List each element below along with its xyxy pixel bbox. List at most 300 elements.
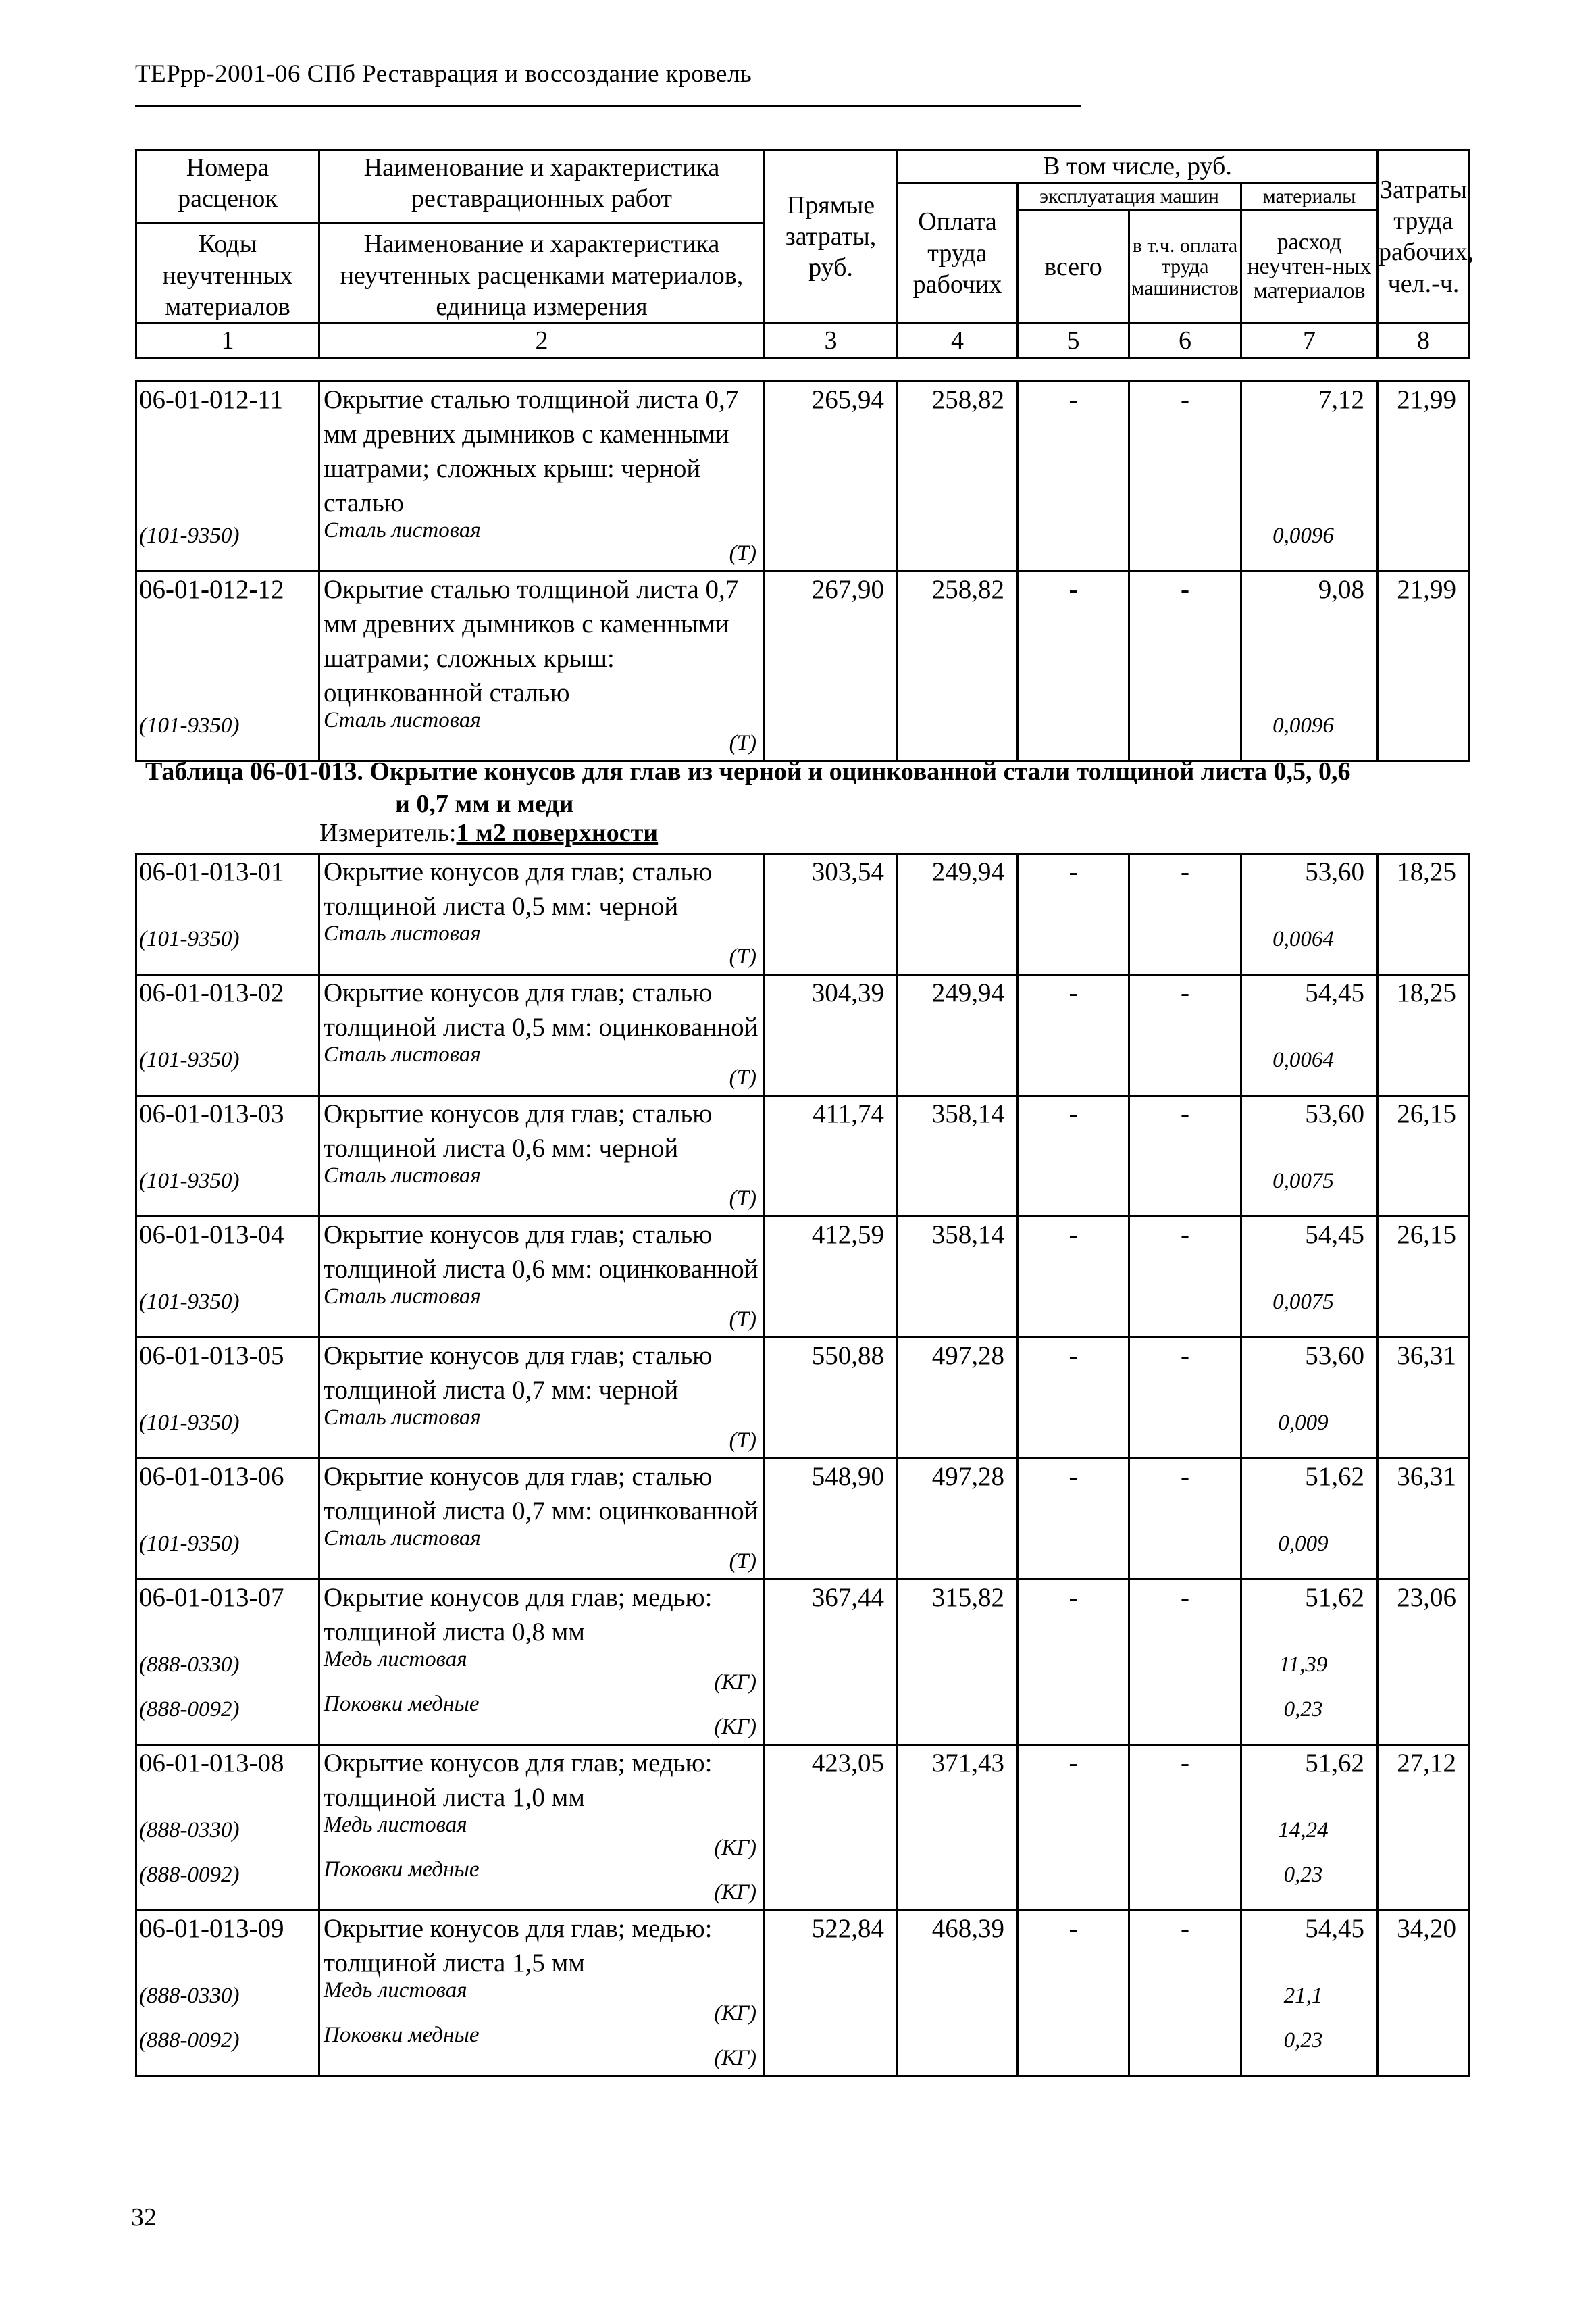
material-amount: 14,24 bbox=[1278, 1818, 1329, 1842]
labor-hours-cell bbox=[1378, 1096, 1470, 1217]
machine-cost-total: - bbox=[1069, 385, 1078, 414]
direct-cost: 423,05 bbox=[811, 1749, 884, 1778]
material-names bbox=[324, 1980, 761, 2069]
table-row bbox=[136, 1338, 1470, 1459]
material-amounts bbox=[1242, 1282, 1364, 1327]
machinist-pay: - bbox=[1181, 1099, 1189, 1128]
material-amount: 0,0075 bbox=[1272, 1290, 1334, 1314]
machine-cost-total: - bbox=[1069, 575, 1078, 604]
material-cost: 53,60 bbox=[1305, 857, 1364, 886]
material-row bbox=[324, 924, 761, 968]
material-amount: 0,0096 bbox=[1272, 524, 1334, 548]
worker-pay: 258,82 bbox=[931, 385, 1004, 414]
col-number: 4 bbox=[898, 324, 1018, 358]
machine-cost-total: - bbox=[1069, 1341, 1078, 1370]
labor-hours: 34,20 bbox=[1397, 1914, 1456, 1943]
material-amount: 0,009 bbox=[1278, 1532, 1329, 1556]
machinist-pay: - bbox=[1181, 1583, 1189, 1612]
machine-cost-total: - bbox=[1069, 1914, 1078, 1943]
work-name: Окрытие конусов для глав; сталью толщиной листа 0,6 мм: черной bbox=[324, 1099, 713, 1163]
work-name-cell bbox=[319, 1580, 765, 1745]
material-names bbox=[324, 1649, 761, 1738]
machine-cost-total: - bbox=[1069, 1583, 1078, 1612]
direct-cost-cell bbox=[765, 1096, 898, 1217]
material-name: Медь листовая bbox=[324, 1647, 467, 1671]
material-row bbox=[324, 1859, 761, 1904]
worker-pay: 468,39 bbox=[931, 1914, 1004, 1943]
work-name: Окрытие сталью толщиной листа 0,7 мм древних дымников с каменными шатрами; сложных крыш: оцинкованной сталью bbox=[324, 575, 739, 707]
machine-cost-total-cell bbox=[1018, 1459, 1129, 1580]
rate-code: 06-01-013-09 bbox=[139, 1914, 284, 1943]
material-cost: 7,12 bbox=[1318, 385, 1364, 414]
table-row bbox=[136, 1459, 1470, 1580]
direct-cost-cell bbox=[765, 1217, 898, 1338]
material-row bbox=[324, 2025, 761, 2069]
material-names bbox=[324, 710, 761, 755]
machinist-pay: - bbox=[1181, 857, 1189, 886]
rate-code-cell bbox=[136, 382, 319, 572]
machinist-pay-cell bbox=[1129, 1459, 1241, 1580]
measure-value: 1 м2 поверхности bbox=[456, 819, 659, 847]
material-row bbox=[324, 1165, 761, 1210]
measure-unit bbox=[319, 818, 658, 849]
direct-cost: 267,90 bbox=[811, 575, 884, 604]
rates-table-012 bbox=[135, 380, 1470, 762]
material-row bbox=[324, 1042, 761, 1090]
direct-cost-cell bbox=[765, 1745, 898, 1911]
material-name: Медь листовая bbox=[324, 1813, 467, 1837]
col-number: 5 bbox=[1018, 324, 1129, 358]
rate-code: 06-01-013-06 bbox=[139, 1462, 284, 1491]
labor-hours-cell bbox=[1378, 854, 1470, 975]
machinist-pay-cell bbox=[1129, 572, 1241, 761]
col-number: 6 bbox=[1129, 324, 1241, 358]
machine-cost-total-cell bbox=[1018, 1217, 1129, 1338]
page-number: 32 bbox=[131, 2203, 157, 2232]
direct-cost-cell bbox=[765, 1911, 898, 2076]
work-name-cell bbox=[319, 1459, 765, 1580]
material-code: (888-0330) bbox=[139, 1653, 240, 1677]
material-amount: 0,23 bbox=[1283, 2028, 1323, 2053]
column-header-table bbox=[135, 149, 1474, 359]
machine-cost-total-cell bbox=[1018, 1338, 1129, 1459]
material-codes bbox=[139, 1986, 318, 2075]
table-row bbox=[136, 572, 1470, 761]
worker-pay: 258,82 bbox=[931, 575, 1004, 604]
materials-header: материалы bbox=[1241, 183, 1378, 210]
direct-cost: 304,39 bbox=[811, 978, 884, 1007]
material-row bbox=[324, 1694, 761, 1738]
material-name: Поковки медные bbox=[324, 1857, 480, 1882]
material-cost: 54,45 bbox=[1305, 1914, 1364, 1943]
material-code: (101-9350) bbox=[139, 713, 240, 738]
labor-hours-cell bbox=[1378, 1745, 1470, 1911]
worker-pay: 315,82 bbox=[931, 1583, 1004, 1612]
material-row bbox=[324, 1649, 761, 1694]
col-number: 8 bbox=[1378, 324, 1470, 358]
material-unit: (КГ) bbox=[714, 1670, 756, 1694]
direct-cost-cell bbox=[765, 1459, 898, 1580]
material-codes bbox=[139, 1534, 318, 1578]
labor-hours: 18,25 bbox=[1397, 857, 1456, 886]
work-name: Окрытие конусов для глав; медью: толщиной листа 1,0 мм bbox=[324, 1749, 713, 1812]
material-cost-cell bbox=[1241, 1338, 1378, 1459]
material-amount: 0,0075 bbox=[1272, 1169, 1334, 1193]
material-code: (101-9350) bbox=[139, 1048, 240, 1072]
material-amount: 21,1 bbox=[1283, 1984, 1323, 2008]
material-amounts bbox=[1242, 1811, 1364, 1900]
labor-hours: 21,99 bbox=[1397, 575, 1456, 604]
labor-hours: 27,12 bbox=[1397, 1749, 1456, 1778]
rate-code-cell bbox=[136, 854, 319, 975]
work-name: Окрытие конусов для глав; сталью толщиной листа 0,7 мм: оцинкованной bbox=[324, 1462, 758, 1526]
material-cost-cell bbox=[1241, 1745, 1378, 1911]
material-codes bbox=[139, 1655, 318, 1744]
direct-cost-cell bbox=[765, 854, 898, 975]
worker-pay: 358,14 bbox=[931, 1099, 1004, 1128]
material-cost-cell bbox=[1241, 1580, 1378, 1745]
material-names bbox=[324, 924, 761, 968]
machinist-pay: - bbox=[1181, 1220, 1189, 1249]
material-cost: 53,60 bbox=[1305, 1341, 1364, 1370]
worker-pay: 358,14 bbox=[931, 1220, 1004, 1249]
material-amounts bbox=[1242, 920, 1364, 964]
direct-cost: 550,88 bbox=[811, 1341, 884, 1370]
material-code: (101-9350) bbox=[139, 927, 240, 951]
work-name: Окрытие конусов для глав; медью: толщиной листа 0,8 мм bbox=[324, 1583, 713, 1646]
labor-hours-cell bbox=[1378, 975, 1470, 1096]
machine-cost-total-cell bbox=[1018, 382, 1129, 572]
material-cost: 51,62 bbox=[1305, 1749, 1364, 1778]
material-cost-cell bbox=[1241, 572, 1378, 761]
table-row bbox=[136, 854, 1470, 975]
caption-line-1: Таблица 06-01-013. Окрытие конусов для глав из черной и оцинкованной стали толщиной листа 0,5, 0,6 bbox=[145, 757, 1351, 786]
rate-code: 06-01-013-04 bbox=[139, 1220, 284, 1249]
col-number: 3 bbox=[765, 324, 898, 358]
labor-hours-cell bbox=[1378, 572, 1470, 761]
material-name: Сталь листовая bbox=[324, 1163, 481, 1188]
direct-cost-cell bbox=[765, 1580, 898, 1745]
material-amounts bbox=[1242, 1645, 1364, 1734]
material-amounts bbox=[1242, 1040, 1364, 1085]
worker-pay: 497,28 bbox=[931, 1462, 1004, 1491]
rate-code-cell bbox=[136, 1745, 319, 1911]
machine-cost-total: - bbox=[1069, 1462, 1078, 1491]
machine-cost-total-cell bbox=[1018, 572, 1129, 761]
col-number: 2 bbox=[319, 324, 765, 358]
labor-hours: 36,31 bbox=[1397, 1462, 1456, 1491]
machine-cost-total: - bbox=[1069, 978, 1078, 1007]
material-amount: 0,0096 bbox=[1272, 713, 1334, 738]
material-cost-cell bbox=[1241, 1096, 1378, 1217]
material-cost: 54,45 bbox=[1305, 978, 1364, 1007]
material-codes bbox=[139, 1171, 318, 1215]
worker-pay-cell bbox=[898, 1096, 1018, 1217]
material-unit: (КГ) bbox=[714, 1836, 756, 1860]
work-name-cell bbox=[319, 1338, 765, 1459]
direct-cost: 265,94 bbox=[811, 385, 884, 414]
labor-hours: 26,15 bbox=[1397, 1099, 1456, 1128]
material-code: (888-0092) bbox=[139, 2028, 240, 2053]
material-name: Сталь листовая bbox=[324, 1284, 481, 1309]
material-code: (101-9350) bbox=[139, 1290, 240, 1314]
material-unit: (Т) bbox=[729, 541, 756, 565]
work-name-cell bbox=[319, 854, 765, 975]
work-name: Окрытие конусов для глав; сталью толщиной листа 0,5 мм: черной bbox=[324, 857, 713, 921]
material-cost: 51,62 bbox=[1305, 1462, 1364, 1491]
work-name-cell bbox=[319, 1911, 765, 2076]
direct-cost-cell bbox=[765, 1338, 898, 1459]
material-amount: 0,23 bbox=[1283, 1863, 1323, 1887]
rate-code: 06-01-013-08 bbox=[139, 1749, 284, 1778]
material-amounts bbox=[1242, 1161, 1364, 1206]
material-row bbox=[324, 520, 761, 565]
machinist-pay-cell bbox=[1129, 1745, 1241, 1911]
col2b-header: Наименование и характеристика неучтенных расценками материалов, единица измерения bbox=[319, 224, 765, 324]
worker-pay-cell bbox=[898, 1745, 1018, 1911]
rate-code-cell bbox=[136, 1580, 319, 1745]
material-names bbox=[324, 1286, 761, 1331]
worker-pay-cell bbox=[898, 1911, 1018, 2076]
material-names bbox=[324, 1042, 761, 1090]
material-codes bbox=[139, 1820, 318, 1909]
material-cost: 53,60 bbox=[1305, 1099, 1364, 1128]
col-number: 1 bbox=[136, 324, 319, 358]
labor-hours-cell bbox=[1378, 1911, 1470, 2076]
col2a-header: Наименование и характеристика реставрационных работ bbox=[319, 150, 765, 224]
included-header: В том числе, руб. bbox=[898, 150, 1378, 183]
col-number: 7 bbox=[1241, 324, 1378, 358]
material-row bbox=[324, 1286, 761, 1331]
machine-cost-total-cell bbox=[1018, 1911, 1129, 2076]
material-unit: (КГ) bbox=[714, 1715, 756, 1739]
rate-code-cell bbox=[136, 975, 319, 1096]
document-header: ТЕРрр-2001-06 СПб Реставрация и воссоздание кровель bbox=[135, 60, 752, 88]
table-row bbox=[136, 1745, 1470, 1911]
material-unit: (КГ) bbox=[714, 1880, 756, 1905]
rate-code-cell bbox=[136, 1459, 319, 1580]
machine-cost-total-cell bbox=[1018, 854, 1129, 975]
material-row bbox=[324, 1407, 761, 1452]
work-name-cell bbox=[319, 1096, 765, 1217]
material-amount: 0,009 bbox=[1278, 1411, 1329, 1435]
machine-cost-total: - bbox=[1069, 1220, 1078, 1249]
direct-cost: 522,84 bbox=[811, 1914, 884, 1943]
col4-header: Оплата труда рабочих bbox=[898, 183, 1018, 324]
worker-pay-cell bbox=[898, 382, 1018, 572]
machinist-pay: - bbox=[1181, 385, 1189, 414]
machinist-pay: - bbox=[1181, 1749, 1189, 1778]
direct-cost-cell bbox=[765, 382, 898, 572]
col1a-header: Номера расценок bbox=[136, 150, 319, 224]
rate-code-cell bbox=[136, 1338, 319, 1459]
material-unit: (КГ) bbox=[714, 2001, 756, 2026]
material-amount: 11,39 bbox=[1279, 1653, 1328, 1677]
direct-cost: 303,54 bbox=[811, 857, 884, 886]
work-name: Окрытие сталью толщиной листа 0,7 мм древних дымников с каменными шатрами; сложных крыш: черной сталью bbox=[324, 385, 739, 518]
material-amount: 0,0064 bbox=[1272, 1048, 1334, 1072]
material-row bbox=[324, 1980, 761, 2025]
material-names bbox=[324, 1165, 761, 1210]
direct-cost: 411,74 bbox=[813, 1099, 884, 1128]
work-name-cell bbox=[319, 382, 765, 572]
machine-cost-total-cell bbox=[1018, 1096, 1129, 1217]
material-unit: (Т) bbox=[729, 945, 756, 969]
machine-cost-total: - bbox=[1069, 1749, 1078, 1778]
table-row bbox=[136, 1096, 1470, 1217]
material-row bbox=[324, 1815, 761, 1859]
col5-header: всего bbox=[1018, 210, 1129, 324]
material-cost-cell bbox=[1241, 975, 1378, 1096]
worker-pay: 249,94 bbox=[931, 978, 1004, 1007]
machinist-pay: - bbox=[1181, 1914, 1189, 1943]
work-name-cell bbox=[319, 1217, 765, 1338]
material-amounts bbox=[1242, 706, 1364, 751]
material-name: Поковки медные bbox=[324, 2023, 480, 2047]
direct-cost: 548,90 bbox=[811, 1462, 884, 1491]
machinist-pay-cell bbox=[1129, 854, 1241, 975]
material-code: (101-9350) bbox=[139, 1532, 240, 1556]
col1b-header: Коды неучтенных материалов bbox=[136, 224, 319, 324]
material-amounts bbox=[1242, 1524, 1364, 1569]
machine-cost-total-cell bbox=[1018, 1745, 1129, 1911]
work-name: Окрытие конусов для глав; сталью толщиной листа 0,5 мм: оцинкованной bbox=[324, 978, 758, 1042]
machinist-pay-cell bbox=[1129, 382, 1241, 572]
material-amounts bbox=[1242, 516, 1364, 561]
material-cost-cell bbox=[1241, 1217, 1378, 1338]
labor-hours: 23,06 bbox=[1397, 1583, 1456, 1612]
worker-pay: 497,28 bbox=[931, 1341, 1004, 1370]
labor-hours: 26,15 bbox=[1397, 1220, 1456, 1249]
material-cost-cell bbox=[1241, 382, 1378, 572]
worker-pay-cell bbox=[898, 1580, 1018, 1745]
material-codes bbox=[139, 1050, 318, 1095]
rate-code: 06-01-013-05 bbox=[139, 1341, 284, 1370]
material-cost: 51,62 bbox=[1305, 1583, 1364, 1612]
material-names bbox=[324, 1407, 761, 1452]
machine-cost-total: - bbox=[1069, 1099, 1078, 1128]
direct-cost-cell bbox=[765, 975, 898, 1096]
material-codes bbox=[139, 715, 318, 760]
machinist-pay-cell bbox=[1129, 1217, 1241, 1338]
col6-header: в т.ч. оплата труда машинистов bbox=[1129, 210, 1241, 324]
labor-hours-cell bbox=[1378, 382, 1470, 572]
rate-code: 06-01-013-03 bbox=[139, 1099, 284, 1128]
machines-header: эксплуатация машин bbox=[1018, 183, 1241, 210]
col7-header: расход неучтен-ных материалов bbox=[1241, 210, 1378, 324]
material-codes bbox=[139, 526, 318, 570]
worker-pay-cell bbox=[898, 1338, 1018, 1459]
rate-code: 06-01-013-01 bbox=[139, 857, 284, 886]
material-row bbox=[324, 1528, 761, 1573]
caption-line-2: и 0,7 мм и меди bbox=[395, 790, 574, 818]
worker-pay: 371,43 bbox=[931, 1749, 1004, 1778]
material-codes bbox=[139, 1292, 318, 1336]
worker-pay: 249,94 bbox=[931, 857, 1004, 886]
labor-hours-cell bbox=[1378, 1217, 1470, 1338]
material-code: (101-9350) bbox=[139, 1411, 240, 1435]
machinist-pay: - bbox=[1181, 1462, 1189, 1491]
material-unit: (Т) bbox=[729, 1428, 756, 1453]
work-name: Окрытие конусов для глав; сталью толщиной листа 0,7 мм: черной bbox=[324, 1341, 713, 1405]
material-code: (888-0092) bbox=[139, 1863, 240, 1887]
material-codes bbox=[139, 1413, 318, 1457]
rate-code-cell bbox=[136, 1911, 319, 2076]
machine-cost-total-cell bbox=[1018, 975, 1129, 1096]
material-names bbox=[324, 1528, 761, 1573]
worker-pay-cell bbox=[898, 854, 1018, 975]
machinist-pay-cell bbox=[1129, 1338, 1241, 1459]
material-names bbox=[324, 1815, 761, 1904]
material-name: Сталь листовая bbox=[324, 1526, 481, 1551]
material-cost-cell bbox=[1241, 1459, 1378, 1580]
material-amounts bbox=[1242, 1976, 1364, 2065]
material-code: (101-9350) bbox=[139, 524, 240, 548]
work-name-cell bbox=[319, 1745, 765, 1911]
rate-code: 06-01-012-11 bbox=[139, 385, 284, 414]
material-codes bbox=[139, 929, 318, 974]
material-unit: (Т) bbox=[729, 1186, 756, 1211]
material-name: Сталь листовая bbox=[324, 1405, 481, 1430]
direct-cost: 412,59 bbox=[811, 1220, 884, 1249]
table-row bbox=[136, 975, 1470, 1096]
rates-table-013 bbox=[135, 853, 1470, 2077]
machinist-pay: - bbox=[1181, 1341, 1189, 1370]
material-unit: (Т) bbox=[729, 1307, 756, 1332]
material-unit: (Т) bbox=[729, 1065, 756, 1090]
material-name: Сталь листовая bbox=[324, 708, 481, 732]
worker-pay-cell bbox=[898, 1217, 1018, 1338]
rate-code: 06-01-012-12 bbox=[139, 575, 284, 604]
direct-cost-cell bbox=[765, 572, 898, 761]
material-unit: (Т) bbox=[729, 1549, 756, 1574]
header-divider bbox=[135, 105, 1081, 107]
material-name: Поковки медные bbox=[324, 1692, 480, 1716]
rate-code-cell bbox=[136, 572, 319, 761]
labor-hours: 21,99 bbox=[1397, 385, 1456, 414]
material-cost: 9,08 bbox=[1318, 575, 1364, 604]
table-row bbox=[136, 382, 1470, 572]
material-names bbox=[324, 520, 761, 565]
machine-cost-total-cell bbox=[1018, 1580, 1129, 1745]
labor-hours: 36,31 bbox=[1397, 1341, 1456, 1370]
machine-cost-total: - bbox=[1069, 857, 1078, 886]
worker-pay-cell bbox=[898, 572, 1018, 761]
labor-hours-cell bbox=[1378, 1338, 1470, 1459]
material-code: (888-0330) bbox=[139, 1818, 240, 1842]
material-amount: 0,0064 bbox=[1272, 927, 1334, 951]
material-unit: (Т) bbox=[729, 731, 756, 755]
machinist-pay: - bbox=[1181, 978, 1189, 1007]
rate-code-cell bbox=[136, 1096, 319, 1217]
machinist-pay-cell bbox=[1129, 1911, 1241, 2076]
material-cost: 54,45 bbox=[1305, 1220, 1364, 1249]
work-name: Окрытие конусов для глав; медью: толщиной листа 1,5 мм bbox=[324, 1914, 713, 1978]
worker-pay-cell bbox=[898, 975, 1018, 1096]
material-code: (888-0330) bbox=[139, 1984, 240, 2008]
material-cost-cell bbox=[1241, 1911, 1378, 2076]
rate-code: 06-01-013-02 bbox=[139, 978, 284, 1007]
rate-code: 06-01-013-07 bbox=[139, 1583, 284, 1612]
material-name: Сталь листовая bbox=[324, 518, 481, 543]
labor-hours-cell bbox=[1378, 1580, 1470, 1745]
measure-label: Измеритель: bbox=[319, 819, 457, 847]
material-code: (101-9350) bbox=[139, 1169, 240, 1193]
table-caption bbox=[145, 755, 1469, 820]
col3-header: Прямые затраты, руб. bbox=[765, 150, 898, 324]
work-name-cell bbox=[319, 572, 765, 761]
material-name: Сталь листовая bbox=[324, 1042, 481, 1067]
